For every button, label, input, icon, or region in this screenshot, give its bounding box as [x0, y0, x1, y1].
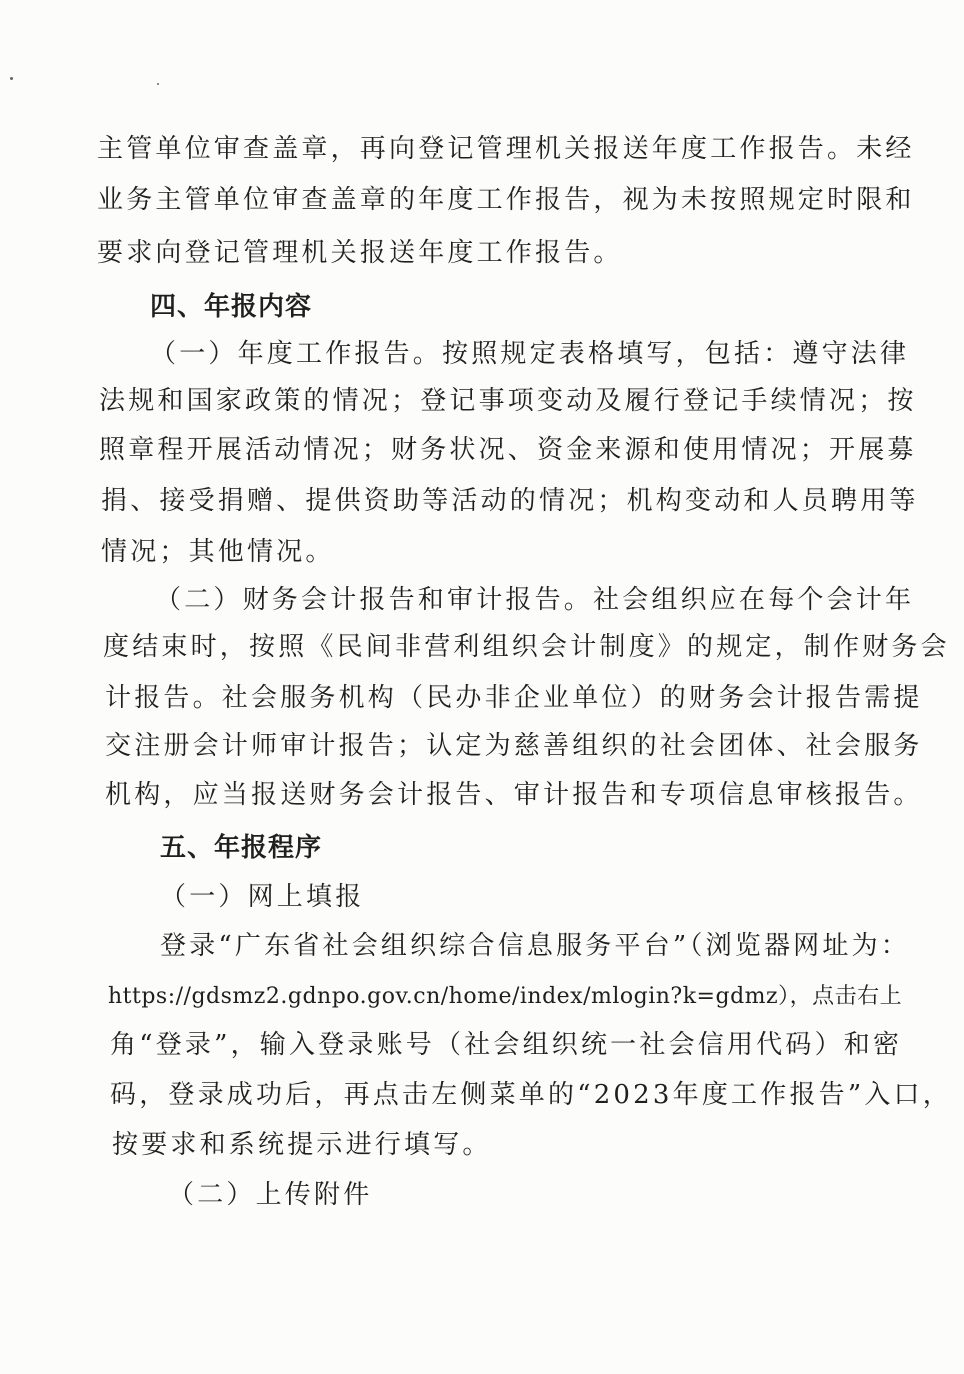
subsection-heading: （二）上传附件 [168, 1180, 373, 1210]
paragraph-line: 业务主管单位审查盖章的年度工作报告，视为未按照规定时限和 [97, 185, 915, 215]
paragraph-line: 捐、接受捐赠、提供资助等活动的情况；机构变动和人员聘用等 [101, 486, 919, 516]
paragraph-line: 照章程开展活动情况；财务状况、资金来源和使用情况；开展募 [99, 435, 917, 465]
paragraph-line: （二）财务会计报告和审计报告。社会组织应在每个会计年 [155, 585, 915, 615]
paragraph-line: 度结束时，按照《民间非营利组织会计制度》的规定，制作财务会 [103, 632, 950, 662]
paragraph-line: 登录“广东省社会组织综合信息服务平台”（浏览器网址为： [160, 931, 910, 961]
paragraph-line: 交注册会计师审计报告；认定为慈善组织的社会团体、社会服务 [105, 731, 923, 761]
paragraph-line: 法规和国家政策的情况；登记事项变动及履行登记手续情况；按 [99, 386, 917, 416]
paragraph-line-url: https://gdsmz2.gdnpo.gov.cn/home/index/mlogin?k=gdmz），点击右上 [108, 984, 903, 1009]
paragraph-line: 角“登录”，输入登录账号（社会组织统一社会信用代码）和密 [110, 1030, 903, 1060]
paragraph-line: （一）年度工作报告。按照规定表格填写，包括：遵守法律 [150, 339, 910, 369]
paragraph-line: 机构，应当报送财务会计报告、审计报告和专项信息审核报告。 [105, 780, 923, 810]
paragraph-line: 要求向登记管理机关报送年度工作报告。 [97, 238, 623, 268]
section-heading: 四、年报内容 [150, 292, 313, 322]
scan-speck [157, 83, 159, 85]
paragraph-line: 按要求和系统提示进行填写。 [112, 1130, 492, 1160]
section-heading: 五、年报程序 [160, 833, 323, 863]
paragraph-line: 情况；其他情况。 [101, 537, 335, 567]
subsection-heading: （一）网上填报 [160, 882, 365, 912]
scan-speck [10, 77, 13, 80]
paragraph-line: 码，登录成功后，再点击左侧菜单的“2023年度工作报告”入口， [110, 1080, 952, 1110]
paragraph-line: 主管单位审查盖章，再向登记管理机关报送年度工作报告。未经 [97, 134, 915, 164]
paragraph-line: 计报告。社会服务机构（民办非企业单位）的财务会计报告需提 [105, 683, 923, 713]
